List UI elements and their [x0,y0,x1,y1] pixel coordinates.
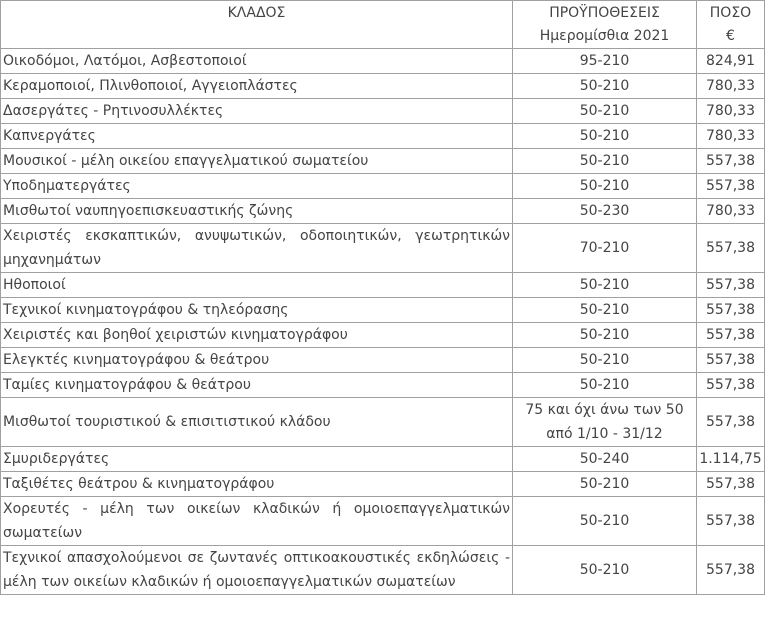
sector-cell: Τεχνικοί κινηματογράφου & τηλεόρασης [1,298,513,323]
requirements-cell: 50-210 [513,497,697,546]
requirements-cell: 50-210 [513,323,697,348]
sector-cell: Τεχνικοί απασχολούμενοι σε ζωντανές οπτικοακουστικές εκδηλώσεις - μέλη των οικείων κλαδικών ή ομοιοεπαγγελματικών σωματείων [1,546,513,595]
requirements-cell: 70-210 [513,224,697,273]
sector-cell: Καπνεργάτες [1,124,513,149]
amount-cell: 780,33 [697,99,765,124]
requirements-cell: 50-210 [513,174,697,199]
requirements-cell: 95-210 [513,49,697,74]
table-row [1,273,765,298]
table-row [1,373,765,398]
amount-cell: 557,38 [697,149,765,174]
amount-cell: 557,38 [697,373,765,398]
amount-cell: 557,38 [697,398,765,447]
requirements-cell: 50-210 [513,298,697,323]
table-row [1,472,765,497]
requirements-cell: 50-210 [513,149,697,174]
requirements-cell: 50-240 [513,447,697,472]
sector-cell: Μισθωτοί ναυπηγοεπισκευαστικής ζώνης [1,199,513,224]
amount-cell: 1.114,75 [697,447,765,472]
amount-cell: 780,33 [697,199,765,224]
table-row [1,298,765,323]
table-row [1,124,765,149]
amount-cell: 780,33 [697,124,765,149]
sector-cell: Σμυριδεργάτες [1,447,513,472]
amount-cell: 557,38 [697,546,765,595]
table-row [1,398,765,447]
amount-cell: 557,38 [697,497,765,546]
requirements-cell: 50-210 [513,546,697,595]
sector-cell: Ηθοποιοί [1,273,513,298]
header-sector: ΚΛΑΔΟΣ [1,1,513,49]
requirements-cell: 50-210 [513,124,697,149]
requirements-cell: 50-210 [513,472,697,497]
table-row [1,99,765,124]
requirements-line: 75 και όχι άνω των 50 [525,402,684,418]
sector-cell: Χειριστές και βοηθοί χειριστών κινηματογράφου [1,323,513,348]
requirements-line: από 1/10 - 31/12 [546,426,663,442]
table-row [1,74,765,99]
requirements-cell: 50-210 [513,348,697,373]
table-row [1,174,765,199]
table-row [1,149,765,174]
amount-cell: 557,38 [697,348,765,373]
table-header-row [1,1,765,49]
amount-cell: 557,38 [697,323,765,348]
sector-cell: Ταμίες κινηματογράφου & θεάτρου [1,373,513,398]
amount-cell: 557,38 [697,298,765,323]
table-row [1,447,765,472]
sector-cell: Χειριστές εκσκαπτικών, ανυψωτικών, οδοποιητικών, γεωτρητικών μηχανημάτων [1,224,513,273]
amount-cell: 557,38 [697,174,765,199]
requirements-cell: 50-210 [513,74,697,99]
sector-cell: Ελεγκτές κινηματογράφου & θεάτρου [1,348,513,373]
requirements-cell: 50-210 [513,99,697,124]
amount-cell: 780,33 [697,74,765,99]
sector-cell: Μισθωτοί τουριστικού & επισιτιστικού κλάδου [1,398,513,447]
table-row [1,348,765,373]
header-requirements: ΠΡΟΫΠΟΘΕΣΕΙΣ Ημερομίσθια 2021 [513,1,697,49]
table-row [1,224,765,273]
sector-cell: Υποδηματεργάτες [1,174,513,199]
sector-cell: Οικοδόμοι, Λατόμοι, Ασβεστοποιοί [1,49,513,74]
header-amount: ΠΟΣΟ € [697,1,765,49]
requirements-cell [513,398,697,447]
amount-cell: 557,38 [697,224,765,273]
table-row [1,323,765,348]
table-row [1,49,765,74]
sector-cell: Μουσικοί - μέλη οικείου επαγγελματικού σωματείου [1,149,513,174]
sector-cell: Δασεργάτες - Ρητινοσυλλέκτες [1,99,513,124]
table-row [1,199,765,224]
amount-cell: 557,38 [697,472,765,497]
requirements-cell: 50-210 [513,373,697,398]
requirements-cell: 50-210 [513,273,697,298]
sector-cell: Χορευτές - μέλη των οικείων κλαδικών ή ομοιοεπαγγελματικών σωματείων [1,497,513,546]
table-row [1,497,765,546]
requirements-cell: 50-230 [513,199,697,224]
table-row [1,546,765,595]
sector-cell: Ταξιθέτες θεάτρου & κινηματογράφου [1,472,513,497]
sector-cell: Κεραμοποιοί, Πλινθοποιοί, Αγγειοπλάστες [1,74,513,99]
amount-cell: 824,91 [697,49,765,74]
amount-cell: 557,38 [697,273,765,298]
